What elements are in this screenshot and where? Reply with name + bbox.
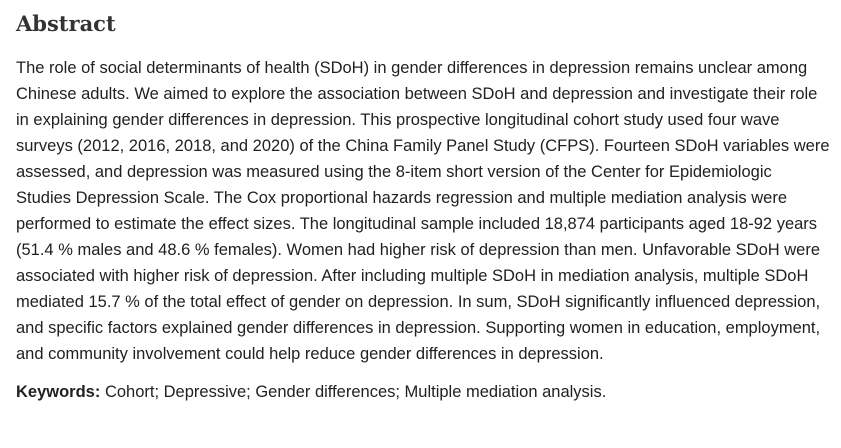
abstract-section [16,8,830,405]
abstract-heading: Abstract [16,11,116,36]
abstract-text: The role of social determinants of health (SDoH) in gender differences in depression remains unclear among Chinese adults. We aimed to explore the association between SDoH and depression and investigate their role in explaining gender differences in depression. This prospective longitudinal cohort study used four wave surveys (2012, 2016, 2018, and 2020) of the China Family Panel Study (CFPS). Fourteen SDoH variables were assessed, and depression was measured using the 8-item short version of the Center for Epidemiologic Studies Depression Scale. The Cox proportional hazards regression and multiple mediation analysis were performed to estimate the effect sizes. The longitudinal sample included 18,874 participants aged 18-92 years (51.4 % males and 48.6 % females). Women had higher risk of depression than men. Unfavorable SDoH were associated with higher risk of depression. After including multiple SDoH in mediation analysis, multiple SDoH mediated 15.7 % of the total effect of gender on depression. In sum, SDoH significantly influenced depression, and specific factors explained gender differences in depression. Supporting women in education, employment, and community involvement could help reduce gender differences in depression. [16,59,830,363]
keywords-text: Cohort; Depressive; Gender differences; Multiple mediation analysis. [100,383,607,401]
keywords-label: Keywords: [16,383,101,401]
keywords-line [16,379,830,405]
